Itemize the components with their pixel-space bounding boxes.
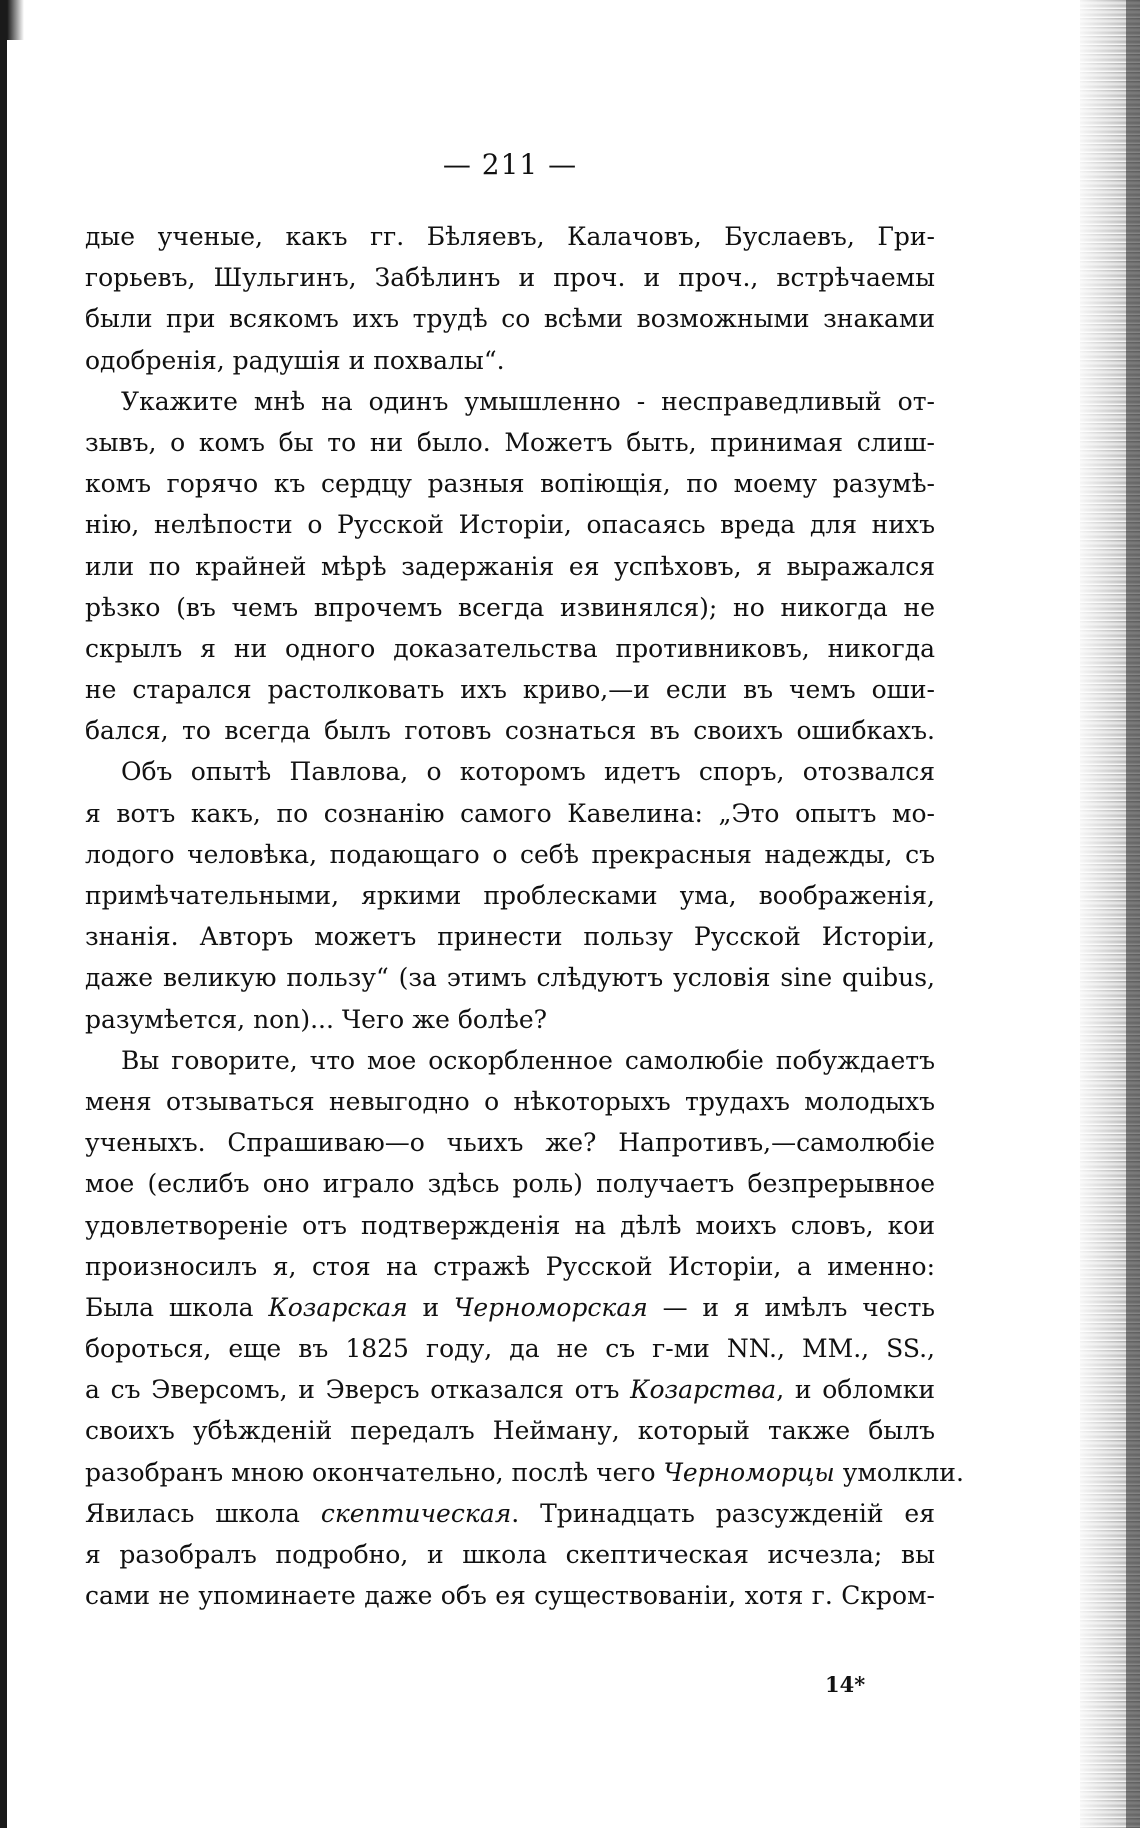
text-fragment: и	[407, 1292, 454, 1322]
text-line: или по крайней мѣрѣ задержанія ея успѣховъ, я выражался	[85, 551, 935, 581]
text-line: я разобралъ подробно, и школа скептическая исчезла; вы	[85, 1540, 935, 1569]
text-line: Объ опытѣ Павлова, о которомъ идетъ споръ, отозвался	[121, 757, 935, 787]
text-fragment: Была школа	[85, 1292, 269, 1322]
text-line: даже великую пользу“ (за этимъ слѣдуютъ условія sine quibus,	[85, 963, 935, 993]
text-line: лодого человѣка, подающаго о себѣ прекрасныя надежды, съ	[85, 839, 935, 869]
text-line: меня отзываться невыгодно о нѣкоторыхъ трудахъ молодыхъ	[85, 1086, 935, 1116]
text-line: мое (еслибъ оно играло здѣсь роль) получаетъ безпрерывное	[85, 1169, 935, 1199]
page-body	[85, 216, 964, 1616]
text-fragment: умолкли.	[834, 1457, 964, 1487]
text-line: разумѣется, non)... Чего же болѣе?	[85, 1004, 548, 1034]
text-line: нію, нелѣпости о Русской Исторіи, опасаясь вреда для нихъ	[85, 510, 935, 540]
text-line: примѣчательными, яркими проблесками ума, воображенія,	[85, 881, 935, 910]
text-fragment: . Тринадцать разсужденій ея	[511, 1498, 935, 1528]
scan-edge-left	[0, 0, 7, 1828]
italic-term: Козарства	[630, 1375, 777, 1405]
text-line: дые ученые, какъ гг. Бѣляевъ, Калачовъ, Буслаевъ, Гри-	[85, 222, 935, 251]
italic-term: Козарская	[268, 1292, 408, 1322]
text-line: сами не упоминаете даже объ ея существованіи, хотя г. Скром-	[85, 1581, 935, 1611]
text-fragment: разобранъ мною окончательно, послѣ чего	[85, 1457, 664, 1487]
text-line	[85, 1287, 935, 1328]
text-fragment: — и я имѣлъ честь	[647, 1292, 936, 1322]
text-line: удовлетвореніе отъ подтвержденія на дѣлѣ моихъ словъ, кои	[85, 1210, 935, 1240]
text-line: знанія. Авторъ можетъ принести пользу Русской Исторіи,	[85, 922, 935, 952]
text-line: зывъ, о комъ бы то ни было. Можетъ быть, принимая слиш-	[85, 427, 935, 457]
text-line: произносилъ я, стоя на стражѣ Русской Исторіи, а именно:	[85, 1251, 935, 1281]
text-line: Вы говорите, что мое оскорбленное самолюбіе побуждаетъ	[121, 1045, 935, 1075]
text-line	[85, 1452, 964, 1493]
text-line: комъ горячо къ сердцу разныя вопіющія, по моему разумѣ-	[85, 469, 935, 499]
italic-term: Черноморцы	[663, 1457, 835, 1487]
text-fragment: а съ Эверсомъ, и Эверсъ отказался отъ	[85, 1375, 631, 1405]
text-line: скрылъ я ни одного доказательства противниковъ, никогда	[85, 633, 935, 663]
text-line: Укажите мнѣ на одинъ умышленно - несправедливый от-	[121, 386, 935, 416]
scan-edge-left-top	[0, 0, 24, 40]
italic-term: Черноморская	[454, 1292, 648, 1322]
text-line	[85, 1493, 935, 1534]
text-fragment: , и обломки	[776, 1375, 935, 1405]
text-line: одобренія, радушія и похвалы“.	[85, 345, 505, 375]
text-line: рѣзко (въ чемъ впрочемъ всегда извинялся); но никогда не	[85, 592, 935, 622]
italic-term: скептическая	[320, 1498, 512, 1528]
text-line: ученыхъ. Спрашиваю—о чьихъ же? Напротивъ,—самолюбіе	[85, 1128, 935, 1158]
text-line: бороться, еще въ 1825 году, да не съ г-ми NN., MM., SS.,	[85, 1334, 935, 1364]
text-line: были при всякомъ ихъ трудѣ со всѣми возможными знаками	[85, 304, 935, 334]
text-line: не старался растолковать ихъ криво,—и если въ чемъ оши-	[85, 675, 935, 705]
text-line: бался, то всегда былъ готовъ сознаться въ своихъ ошибкахъ.	[85, 716, 935, 746]
text-line: горьевъ, Шульгинъ, Забѣлинъ и проч. и проч., встрѣчаемы	[85, 263, 935, 293]
signature-mark: 14*	[825, 1672, 866, 1697]
scan-edge-right-strip	[1126, 0, 1140, 1828]
text-line: я вотъ какъ, по сознанію самого Кавелина: „Это опытъ мо-	[85, 798, 935, 828]
text-fragment: Явилась школа	[85, 1498, 321, 1528]
page-number: — 211 —	[442, 148, 578, 181]
text-line: своихъ убѣжденій передалъ Нейману, который также былъ	[85, 1416, 935, 1446]
text-line	[85, 1369, 935, 1410]
